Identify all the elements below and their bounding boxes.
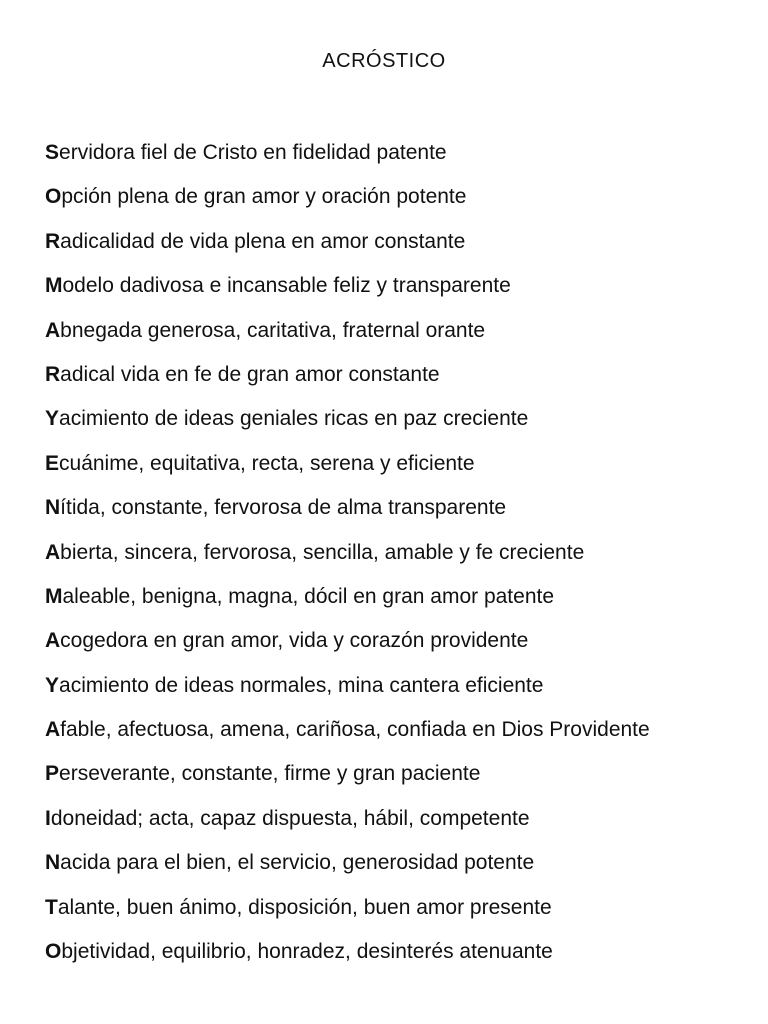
acrostic-initial: P — [45, 762, 60, 786]
acrostic-line — [45, 581, 760, 625]
acrostic-initial: N — [45, 851, 61, 875]
acrostic-line — [45, 137, 760, 181]
acrostic-line — [45, 847, 760, 891]
acrostic-line-text: acimiento de ideas normales, mina cantera eficiente — [59, 673, 544, 697]
acrostic-line — [45, 359, 760, 403]
acrostic-line — [45, 492, 760, 536]
acrostic-line — [45, 537, 760, 581]
acrostic-line — [45, 936, 760, 980]
acrostic-initial: O — [45, 185, 62, 209]
acrostic-line — [45, 670, 760, 714]
acrostic-initial: N — [45, 496, 61, 520]
acrostic-initial: R — [45, 362, 61, 386]
acrostic-line-text: erseverante, constante, firme y gran paciente — [59, 762, 481, 786]
acrostic-initial: M — [45, 274, 63, 298]
acrostic-line — [45, 803, 760, 847]
acrostic-initial: A — [45, 540, 61, 564]
acrostic-line-text: doneidad; acta, capaz dispuesta, hábil, competente — [50, 806, 530, 830]
acrostic-line-text: acimiento de ideas geniales ricas en paz creciente — [59, 407, 529, 431]
acrostic-line — [45, 625, 760, 669]
acrostic-initial: E — [45, 451, 60, 475]
acrostic-line — [45, 403, 760, 447]
acrostic-line-text: cogedora en gran amor, vida y corazón providente — [60, 629, 529, 653]
acrostic-line-text: aleable, benigna, magna, dócil en gran amor patente — [62, 584, 555, 608]
acrostic-list — [45, 137, 760, 980]
acrostic-line-text: alante, buen ánimo, disposición, buen amor presente — [57, 895, 552, 919]
acrostic-line-text: adical vida en fe de gran amor constante — [60, 362, 440, 386]
acrostic-line — [45, 892, 760, 936]
acrostic-line — [45, 315, 760, 359]
acrostic-line — [45, 270, 760, 314]
acrostic-line — [45, 448, 760, 492]
acrostic-line-text: pción plena de gran amor y oración potente — [61, 185, 467, 209]
acrostic-line-text: bjetividad, equilibrio, honradez, desinterés atenuante — [61, 940, 553, 964]
acrostic-initial: A — [45, 318, 61, 342]
acrostic-initial: Y — [45, 673, 60, 697]
acrostic-line-text: bierta, sincera, fervorosa, sencilla, amable y fe creciente — [60, 540, 585, 564]
acrostic-line — [45, 181, 760, 225]
acrostic-line-text: ervidora fiel de Cristo en fidelidad patente — [59, 141, 447, 164]
acrostic-line-text: bnegada generosa, caritativa, fraternal orante — [60, 318, 486, 342]
acrostic-initial: I — [45, 806, 51, 830]
acrostic-line-text: acida para el bien, el servicio, generosidad potente — [60, 851, 535, 875]
acrostic-line-text: ítida, constante, fervorosa de alma transparente — [60, 496, 507, 520]
acrostic-line-text: odelo dadivosa e incansable feliz y transparente — [62, 274, 511, 298]
acrostic-initial: A — [45, 629, 61, 653]
acrostic-initial: T — [45, 895, 58, 919]
acrostic-line-text: cuánime, equitativa, recta, serena y eficiente — [59, 451, 475, 475]
acrostic-initial: M — [45, 584, 63, 608]
acrostic-line — [45, 226, 760, 270]
acrostic-line-text: fable, afectuosa, amena, cariñosa, confiada en Dios Providente — [60, 718, 650, 742]
acrostic-initial: Y — [45, 407, 60, 431]
acrostic-initial: R — [45, 229, 61, 253]
acrostic-initial: S — [45, 141, 60, 164]
acrostic-line — [45, 714, 760, 758]
acrostic-initial: A — [45, 718, 61, 742]
page-title: ACRÓSTICO — [322, 50, 446, 72]
acrostic-line-text: adicalidad de vida plena en amor constante — [60, 229, 466, 253]
acrostic-line — [45, 758, 760, 802]
acrostic-initial: O — [45, 940, 62, 964]
